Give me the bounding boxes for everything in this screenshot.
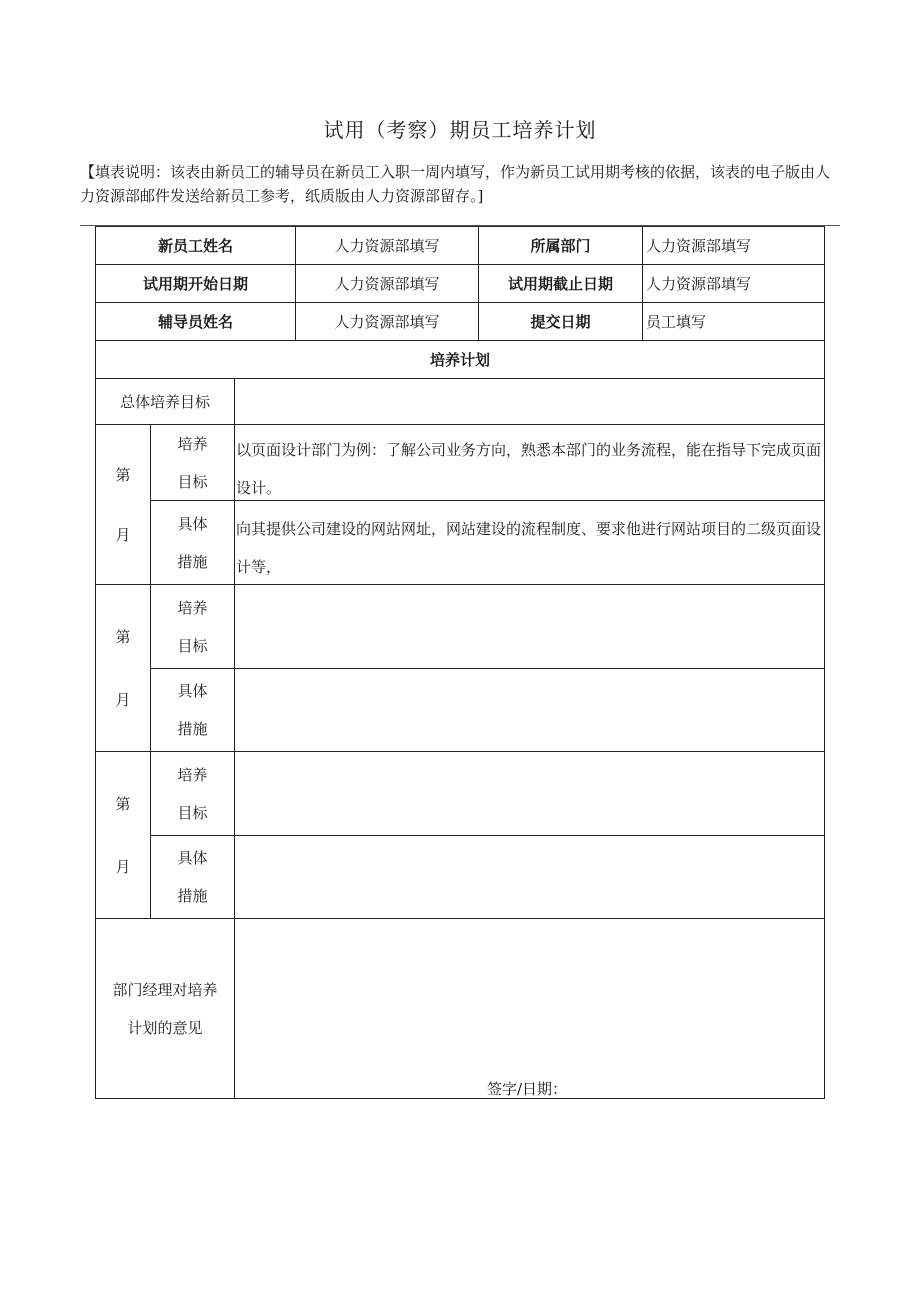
overall-goal-label: 总体培养目标 <box>119 393 210 411</box>
training-plan-header: 培养计划 <box>429 351 490 369</box>
month-1-measure-field[interactable]: 向其提供公司建设的网站网址，网站建设的流程制度、要求他进行网站项目的二级页面设计等， <box>236 520 822 576</box>
mentor-name-value[interactable]: 人力资源部填写 <box>334 313 440 331</box>
month-2-measure-label: 具体 措施 <box>177 682 208 738</box>
month-label-top: 第 <box>115 466 131 485</box>
month-label-bottom: 月 <box>115 525 131 544</box>
month-2-label: 第 月 <box>115 628 131 709</box>
manager-opinion-label: 部门经理对培养 计划的意见 <box>112 980 218 1037</box>
month-3-goal-label: 培养 目标 <box>177 765 208 822</box>
manager-opinion-field[interactable] <box>235 919 824 1098</box>
month-1-goal-field[interactable]: 以页面设计部门为例：了解公司业务方向，熟悉本部门的业务流程，能在指导下完成页面设计。 <box>236 441 822 497</box>
overall-goal-field[interactable] <box>235 379 824 424</box>
month-1-goal-label: 培养 目标 <box>177 434 208 491</box>
mentor-name-label: 辅导员姓名 <box>157 313 233 331</box>
page-title: 试用（考察）期员工培养计划 <box>323 118 597 142</box>
department-label: 所属部门 <box>530 237 591 255</box>
month-2-measure-field[interactable] <box>235 669 824 751</box>
probation-start-label: 试用期开始日期 <box>142 275 248 293</box>
new-employee-name-value[interactable]: 人力资源部填写 <box>334 237 440 255</box>
probation-start-value[interactable]: 人力资源部填写 <box>334 275 440 293</box>
month-1-measure-label: 具体 措施 <box>177 514 208 571</box>
submit-date-label: 提交日期 <box>530 313 591 331</box>
month-3-measure-label: 具体 措施 <box>177 849 208 905</box>
signature-date-label: 签字/日期： <box>487 1080 568 1098</box>
department-value[interactable]: 人力资源部填写 <box>646 237 752 255</box>
new-employee-name-label: 新员工姓名 <box>157 237 233 255</box>
month-2-goal-label: 培养 目标 <box>177 598 208 655</box>
form-instructions: 【填表说明：该表由新员工的辅导员在新员工入职一周内填写，作为新员工试用期考核的依据，该表的电子版由人力资源部邮件发送给新员工参考，纸质版由人力资源部留存。] <box>80 163 831 205</box>
probation-end-label: 试用期截止日期 <box>507 275 613 293</box>
month-3-label: 第 月 <box>115 795 131 876</box>
probation-end-value[interactable]: 人力资源部填写 <box>646 275 752 293</box>
month-3-goal-field[interactable] <box>235 752 824 835</box>
submit-date-value[interactable]: 员工填写 <box>646 313 707 331</box>
month-3-measure-field[interactable] <box>235 836 824 918</box>
month-1-label <box>96 425 150 584</box>
month-2-goal-field[interactable] <box>235 585 824 668</box>
